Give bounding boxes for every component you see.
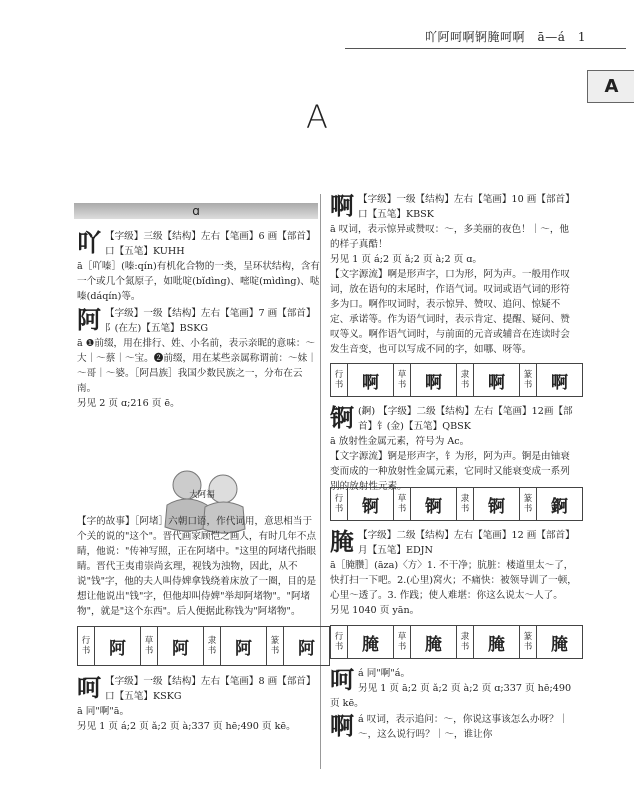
entry-info: 【字级】三级【结构】左右【笔画】6 画【部首】口【五笔】KUHH [105, 231, 316, 257]
calligraphy-table-yan [330, 625, 583, 659]
entry-ah2 [330, 712, 578, 742]
cal-glyph: 阿 [95, 627, 141, 666]
cal-glyph: 锕 [474, 488, 520, 521]
see-also: 另见 1 页 á;2 页 ǎ;2 页 à;2 页 ɑ。 [330, 254, 483, 265]
entry-definition: ā ❶前缀，用在排行、姓、小名前，表示亲昵的意味：～大｜～蔡｜～宝。❷前缀，用在某些亲属称谓前：～妹｜～哥｜～婆。［阿昌族］我国少数民族之一，分布在云南。 [77, 338, 317, 394]
cal-label: 篆书 [267, 627, 284, 666]
cal-label: 隶书 [457, 488, 474, 521]
word-story: 【字的故事】［阿堵］六朝口语，作代词用，意思相当于个关的说的"这个"。晋代画家顾恺之画人，有时几年不点睛，他说："传神写照，正在阿堵中。"这里的阿堵代指眼睛。晋代王夷甫崇尚玄理，视钱为浊物，因此，从不说"钱"字，他的夫人叫侍婢拿钱绕着床放了一圈，目的是想让他说出"钱"字，但他却叫侍婢"举却阿堵物"。"阿堵物"，就是"这个东西"。后人便据此称钱为"阿堵物"。 [77, 516, 317, 617]
cal-glyph: 啊 [348, 364, 394, 397]
section-heading: ɑ [74, 203, 318, 219]
cal-glyph: 腌 [348, 626, 394, 659]
see-also: 另见 1 页 á;2 页 ǎ;2 页 à;337 页 hē;490 页 kē。 [77, 721, 296, 732]
entry-definition: ā［腌臜］(āza)〈方〉1. 不干净；肮脏：楼道里太～了，快打扫一下吧。2.(心里)窝火；不痛快：被领导训了一顿，心里～透了。3. 作践；使人难堪：你这么说太～人了。 [330, 560, 577, 601]
entry-info: 【字级】一级【结构】左右【笔画】8 画【部首】口【五笔】KSKG [105, 676, 316, 702]
cal-label: 行书 [331, 488, 348, 521]
cal-label: 篆书 [520, 626, 537, 659]
header-rule [345, 48, 626, 49]
etymology: 【文字源流】啊是形声字，口为形，阿为声。一般用作叹词，放在语句的末尾时，作语气词。叹词或语气词的形符多为口。啊作叹词时，表示惊异、赞叹、追问、惊疑不定、承诺等。作为语气词时，表示肯定、提醒、疑问、赞叹等义。啊作语气词时，与前面的元音或辅音在连读时会发生音变，也可以写成不同的字，如哪、呀等。 [330, 269, 570, 355]
cal-label: 草书 [394, 488, 411, 521]
cal-glyph: 錒 [537, 488, 583, 521]
entry-info: 【字级】一级【结构】左右【笔画】7 画【部首】阝(在左)【五笔】BSKG [105, 308, 316, 334]
section-letter: A [306, 98, 328, 136]
entry-info: 【字级】二级【结构】左右【笔画】12画【部首】钅(金)【五笔】QBSK [358, 406, 573, 432]
headword: 吖 [77, 228, 101, 257]
cal-glyph: 啊 [411, 364, 457, 397]
letter-tab[interactable]: A [587, 70, 634, 103]
cal-label: 隶书 [457, 364, 474, 397]
entry-definition: ā 叹词，表示惊异或赞叹：～，多美丽的夜色！｜～，他的样子真酷！ [330, 224, 570, 250]
photo-caption: 大阿福 [189, 490, 215, 500]
entry-definition: ā［吖嗪］(嗪:qín)有机化合物的一类，呈环状结构，含有一个或几个氮原子，如吡啶(bǐdìng)、嘧啶(mìdìng)、哒嗪(dáqín)等。 [77, 261, 320, 302]
entry-definition: ā 放射性金属元素，符号为 Ac。 [330, 436, 470, 447]
entry-ah [330, 192, 578, 357]
headword: 呵 [77, 673, 101, 702]
cal-label: 草书 [394, 626, 411, 659]
cal-label: 篆书 [520, 488, 537, 521]
see-also: 另见 1 页 ā;2 页 ǎ;2 页 à;2 页 ɑ;337 页 hē;490 页 kē。 [330, 683, 572, 709]
entry-info: 【字级】二级【结构】左右【笔画】12 画【部首】月【五笔】EDJN [358, 530, 575, 556]
cal-label: 行书 [331, 364, 348, 397]
cal-glyph: 阿 [158, 627, 204, 666]
headword: 呵 [330, 665, 354, 694]
see-also: 另见 1040 页 yān。 [330, 605, 420, 616]
cal-glyph: 阿 [284, 627, 330, 666]
headword: 啊 [330, 711, 354, 740]
calligraphy-table-ah [330, 363, 583, 397]
headword: 啊 [330, 191, 354, 220]
headword: 腌 [330, 527, 354, 556]
see-also: 另见 2 页 ɑ;216 页 ē。 [77, 398, 180, 409]
cal-label: 草书 [394, 364, 411, 397]
cal-glyph: 腌 [537, 626, 583, 659]
entry-definition: á 叹词，表示追问：～，你说这事该怎么办呀？｜～，这么说行吗？｜～，谁让你 [358, 714, 569, 740]
cal-label: 隶书 [204, 627, 221, 666]
cal-glyph: 阿 [221, 627, 267, 666]
cal-label: 行书 [331, 626, 348, 659]
cal-glyph: 腌 [474, 626, 520, 659]
cal-label: 行书 [78, 627, 95, 666]
cal-glyph: 啊 [474, 364, 520, 397]
entry-definition: á 同"啊"á。 [358, 668, 411, 679]
entry-ya [77, 229, 321, 304]
cal-label: 草书 [141, 627, 158, 666]
cal-glyph: 锕 [411, 488, 457, 521]
calligraphy-table-actinium [330, 487, 583, 521]
running-header: 吖阿呵啊锕腌呵啊 ā—á 1 [425, 30, 586, 44]
cal-glyph: 啊 [537, 364, 583, 397]
cal-label: 篆书 [520, 364, 537, 397]
cal-label: 隶书 [457, 626, 474, 659]
headword: 锕 [330, 403, 354, 432]
traditional-form: (錒) [358, 406, 376, 417]
entry-yan [330, 528, 578, 618]
headword: 阿 [77, 305, 101, 334]
entry-actinium [330, 404, 578, 494]
entry-a [77, 306, 321, 411]
cal-glyph: 锕 [348, 488, 394, 521]
entry-info: 【字级】一级【结构】左右【笔画】10 画【部首】口【五笔】KBSK [358, 194, 575, 220]
etymology: 【文字源流】锕是形声字，钅为形，阿为声。锕是由铀衰变而成的一种放射性金属元素，它同时又能衰变成一系列別的放射性元素。 [330, 451, 570, 492]
entry-definition: ā 同"啊"ā。 [77, 706, 130, 717]
entry-he [77, 674, 321, 734]
entry-he2 [330, 666, 578, 711]
calligraphy-table-a [77, 626, 330, 666]
cal-glyph: 腌 [411, 626, 457, 659]
